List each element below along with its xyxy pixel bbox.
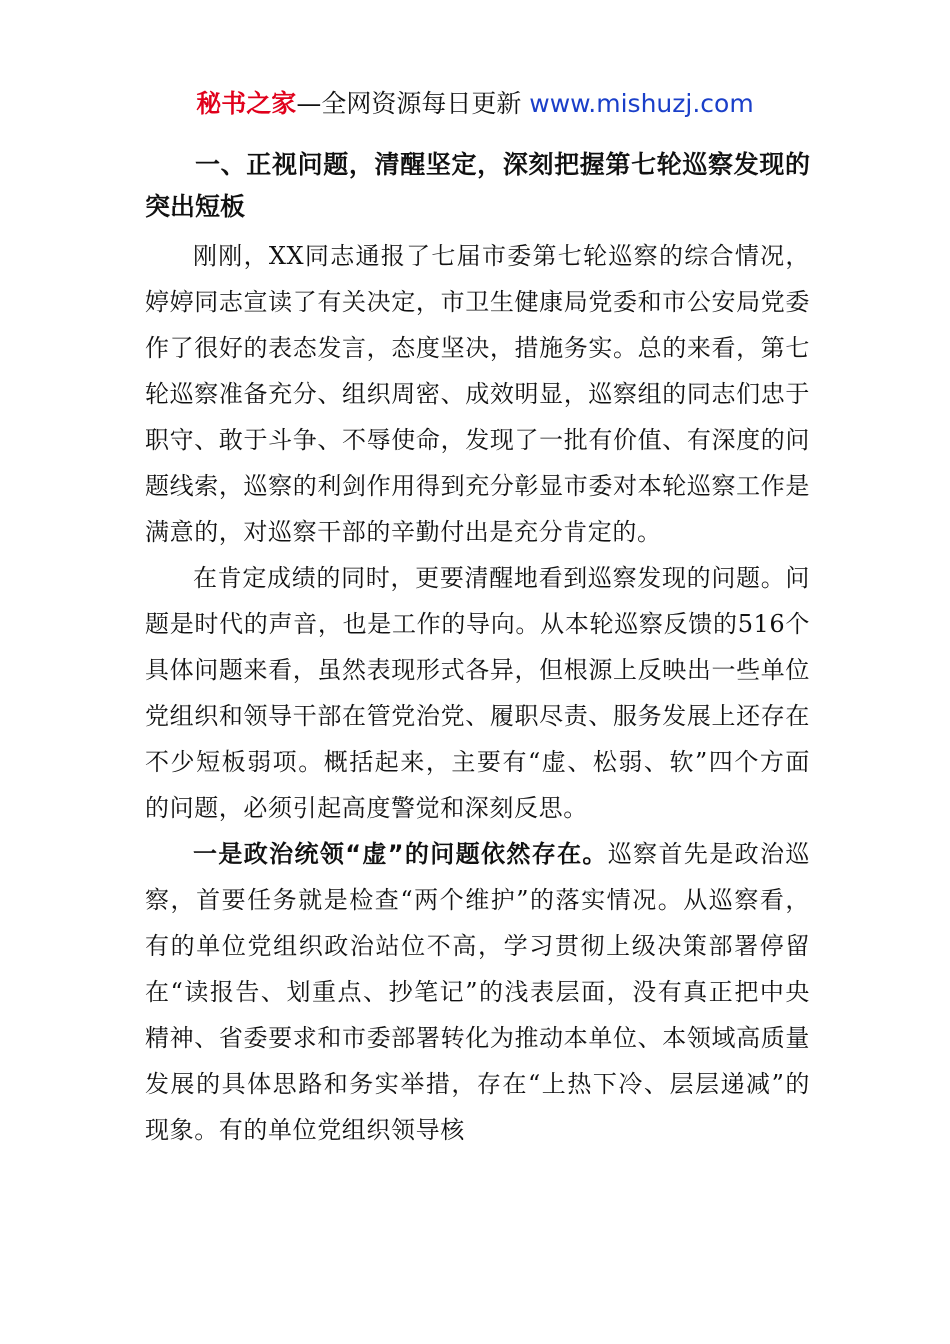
- paragraph-text: 在肯定成绩的同时，更要清醒地看到巡察发现的问题。问题是时代的声音，也是工作的导向。从本轮巡察反馈的516个具体问题来看，虽然表现形式各异，但根源上反映出一些单位党组织和领导干部在管党治党、履职尽责、服务发展上还存在不少短板弱项。概括起来，主要有“虚、松弱、软”四个方面的问题，必须引起高度警觉和深刻反思。: [145, 564, 810, 822]
- paragraph-lead: 一是政治统领“虚”的问题依然存在。: [193, 840, 608, 868]
- paragraph-text: 巡察首先是政治巡察，首要任务就是检查“两个维护”的落实情况。从巡察看，有的单位党组织政治站位不高，学习贯彻上级决策部署停留在“读报告、划重点、抄笔记”的浅表层面，没有真正把中央精神、省委要求和市委部署转化为推动本单位、本领域高质量发展的具体思路和务实举措，存在“上热下冷、层层递减”的现象。有的单位党组织领导核: [145, 840, 810, 1144]
- paragraph-text: 刚刚，XX同志通报了七届市委第七轮巡察的综合情况，婷婷同志宣读了有关决定，市卫生健康局党委和市公安局党委作了很好的表态发言，态度坚决，措施务实。总的来看，第七轮巡察准备充分、组织周密、成效明显，巡察组的同志们忠于职守、敢于斗争、不辱使命，发现了一批有价值、有深度的问题线索，巡察的利剑作用得到充分彰显市委对本轮巡察工作是满意的，对巡察干部的辛勤付出是充分肯定的。: [145, 242, 810, 546]
- paragraph-1: [145, 233, 810, 555]
- brand-name: 秘书之家: [196, 89, 297, 118]
- section-heading: 一、正视问题，清醒坚定，深刻把握第七轮巡察发现的突出短板: [145, 150, 810, 221]
- paragraph-2: [145, 555, 810, 831]
- paragraph-3: [145, 831, 810, 1153]
- header-tagline: —全网资源每日更新: [296, 89, 530, 118]
- site-url-link[interactable]: www.mishuzj.com: [529, 89, 754, 118]
- document-body: [145, 144, 810, 1153]
- site-header: [0, 86, 950, 122]
